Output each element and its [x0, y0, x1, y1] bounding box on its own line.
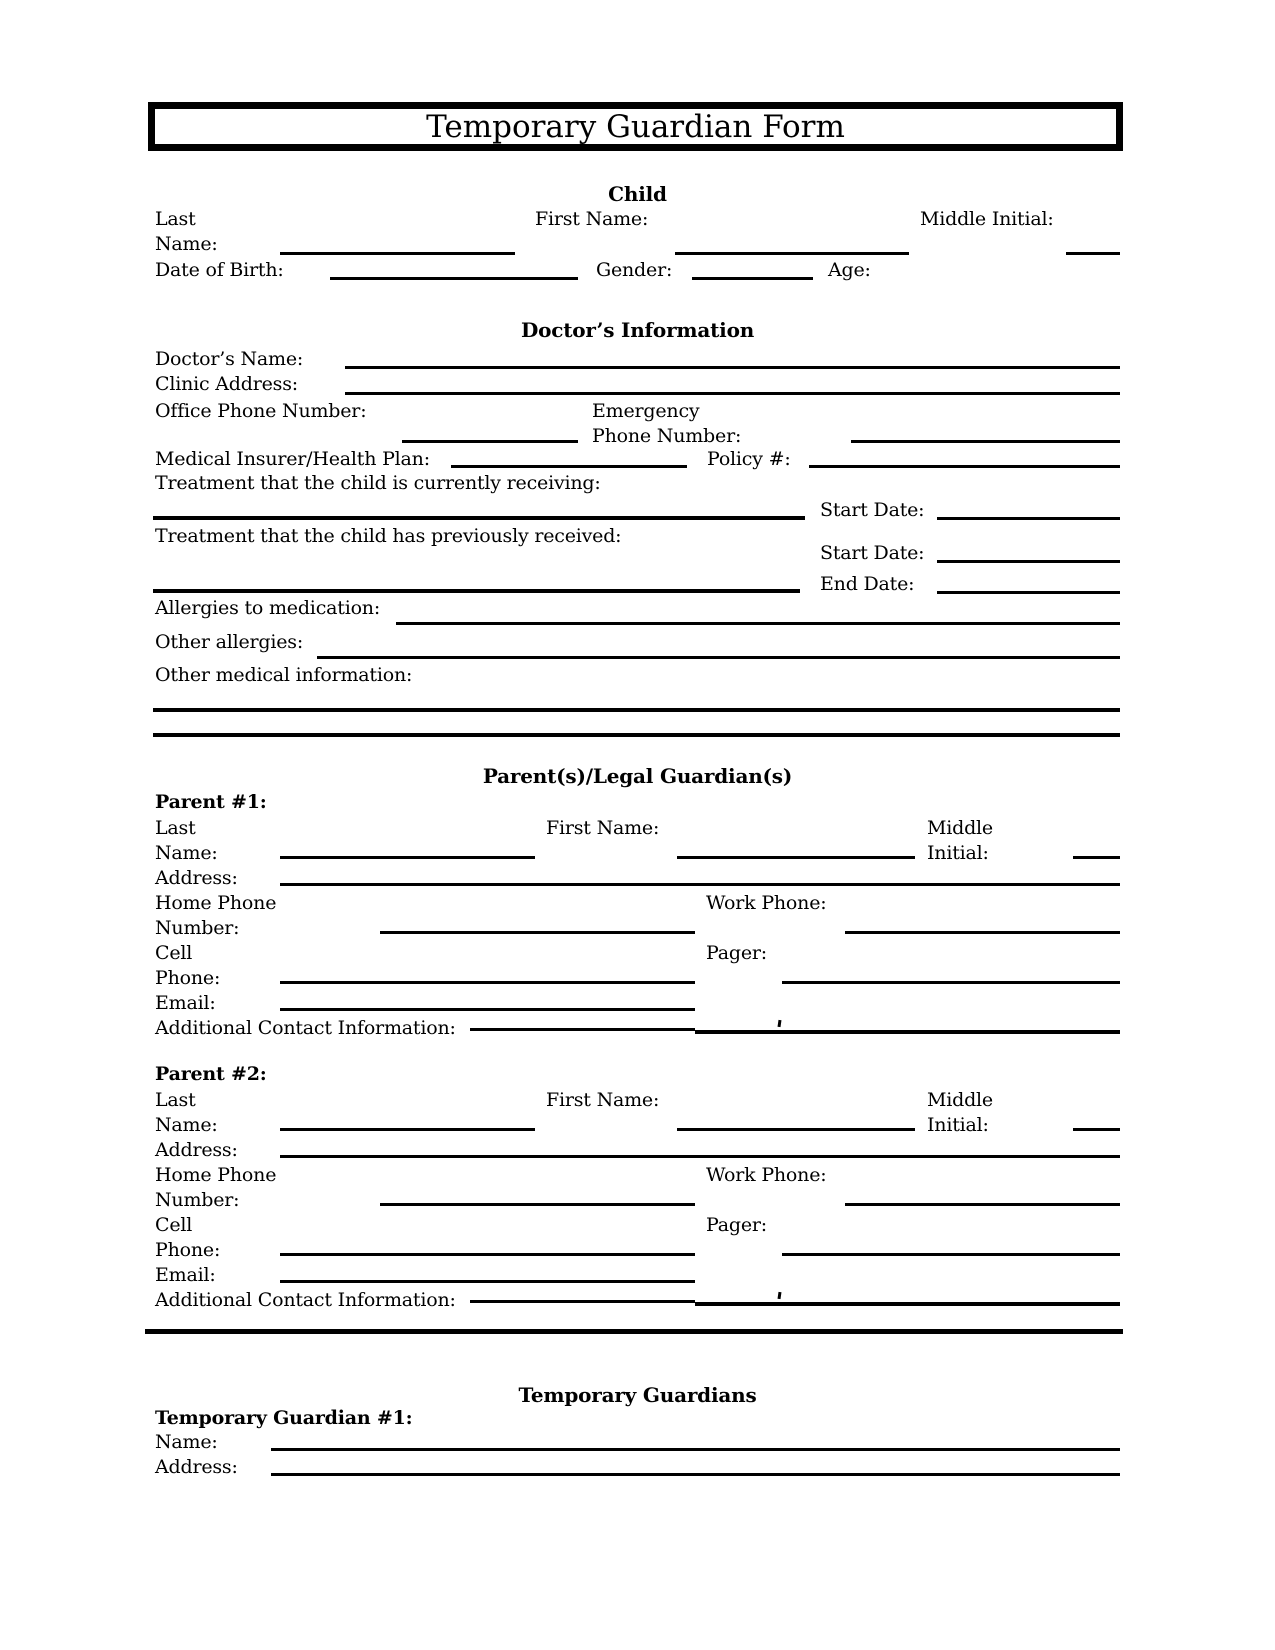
treatment-previous-end-date-line: [937, 591, 1120, 594]
treatment-previous-start-date-line: [937, 560, 1120, 563]
parent2-middle-initial-line: [1073, 1128, 1120, 1131]
parent1-cell-phone-line: [280, 981, 695, 984]
clinic-address-line: [345, 392, 1120, 395]
policy-line: [809, 465, 1120, 468]
clinic-address-label: Clinic Address:: [155, 373, 298, 395]
parent1-address-line: [280, 883, 1120, 886]
parent1-work-phone-line: [845, 931, 1120, 934]
parent1-pager-label: Pager:: [706, 942, 767, 964]
parent2-first-name-label: First Name:: [546, 1089, 660, 1111]
parent1-middle-initial-line: [1073, 856, 1120, 859]
allergies-medication-line: [396, 622, 1120, 625]
policy-label: Policy #:: [707, 448, 791, 470]
parent1-first-name-label: First Name:: [546, 817, 660, 839]
parent1-work-phone-label: Work Phone:: [706, 892, 827, 914]
treatment-previous-line: [153, 589, 800, 593]
child-first-name-label: First Name:: [535, 208, 649, 230]
child-section-heading: Child: [608, 182, 667, 206]
parent2-last-name-label: Last Name:: [155, 1089, 218, 1136]
parent2-work-phone-line: [845, 1203, 1120, 1206]
parent2-additional-contact-label: Additional Contact Information:: [155, 1289, 456, 1311]
doctor-name-line: [345, 366, 1120, 369]
guardian1-name-label: Name:: [155, 1431, 218, 1453]
treatment-previous-label: Treatment that the child has previously received:: [155, 525, 622, 547]
parent2-address-line: [280, 1155, 1120, 1158]
other-medical-line-2: [153, 733, 1120, 737]
other-medical-line-1: [153, 708, 1120, 712]
child-age-label: Age:: [828, 259, 871, 281]
other-allergies-label: Other allergies:: [155, 631, 304, 653]
guardian1-name-line: [271, 1448, 1120, 1451]
child-middle-initial-line: [1066, 252, 1120, 255]
parent1-cell-phone-label: Cell Phone:: [155, 942, 221, 989]
treatment-current-line: [153, 516, 805, 520]
office-phone-line: [402, 440, 578, 443]
parent2-middle-initial-label: Middle Initial:: [927, 1089, 993, 1136]
parent2-email-line: [280, 1280, 695, 1283]
parent1-home-phone-line: [380, 931, 695, 934]
treatment-previous-start-date-label: Start Date:: [820, 542, 925, 564]
guardian1-heading: Temporary Guardian #1:: [155, 1407, 413, 1429]
child-gender-line: [692, 277, 813, 280]
parent2-pager-label: Pager:: [706, 1214, 767, 1236]
other-medical-label: Other medical information:: [155, 664, 413, 686]
parent1-email-line: [280, 1008, 695, 1011]
parent2-email-label: Email:: [155, 1264, 216, 1286]
parent2-heading: Parent #2:: [155, 1063, 267, 1085]
form-title: Temporary Guardian Form: [426, 108, 845, 145]
guardians-section-heading: Temporary Guardians: [518, 1383, 757, 1407]
parent1-home-phone-label: Home Phone Number:: [155, 892, 277, 939]
section-divider-line: [145, 1329, 1123, 1334]
treatment-current-start-date-line: [937, 517, 1120, 520]
parent2-pager-line: [782, 1253, 1120, 1256]
child-last-name-line: [280, 252, 515, 255]
parent2-home-phone-label: Home Phone Number:: [155, 1164, 277, 1211]
parent2-first-name-line: [677, 1128, 915, 1131]
stray-mark: [778, 1292, 782, 1299]
guardian1-address-label: Address:: [155, 1456, 238, 1478]
child-gender-label: Gender:: [596, 259, 673, 281]
child-dob-line: [330, 277, 578, 280]
child-last-name-label: Last Name:: [155, 208, 218, 255]
parent1-heading: Parent #1:: [155, 791, 267, 813]
parent1-additional-contact-label: Additional Contact Information:: [155, 1017, 456, 1039]
other-allergies-line: [317, 656, 1120, 659]
parent2-additional-contact-line-b: [695, 1302, 1120, 1306]
parent1-additional-contact-line-b: [695, 1030, 1120, 1034]
medical-insurer-label: Medical Insurer/Health Plan:: [155, 448, 430, 470]
emergency-phone-label: Emergency Phone Number:: [592, 400, 742, 447]
child-first-name-line: [675, 252, 909, 255]
parent2-cell-phone-line: [280, 1253, 695, 1256]
stray-mark: [778, 1020, 782, 1027]
parent1-middle-initial-label: Middle Initial:: [927, 817, 993, 864]
parent1-additional-contact-line-a: [470, 1028, 695, 1031]
parent2-address-label: Address:: [155, 1139, 238, 1161]
treatment-previous-end-date-label: End Date:: [820, 573, 915, 595]
parent1-pager-line: [782, 981, 1120, 984]
parent2-work-phone-label: Work Phone:: [706, 1164, 827, 1186]
child-middle-initial-label: Middle Initial:: [920, 208, 1054, 230]
parent2-last-name-line: [280, 1128, 535, 1131]
emergency-phone-line: [851, 440, 1120, 443]
child-dob-label: Date of Birth:: [155, 259, 284, 281]
office-phone-label: Office Phone Number:: [155, 400, 367, 422]
guardian1-address-line: [271, 1473, 1120, 1476]
parent1-address-label: Address:: [155, 867, 238, 889]
parent1-last-name-line: [280, 856, 535, 859]
parent1-first-name-line: [677, 856, 915, 859]
treatment-current-label: Treatment that the child is currently receiving:: [155, 472, 601, 494]
form-title-box: [148, 102, 1123, 151]
parent2-cell-phone-label: Cell Phone:: [155, 1214, 221, 1261]
treatment-current-start-date-label: Start Date:: [820, 499, 925, 521]
medical-insurer-line: [451, 465, 687, 468]
parent1-last-name-label: Last Name:: [155, 817, 218, 864]
doctor-name-label: Doctor’s Name:: [155, 348, 304, 370]
parent2-home-phone-line: [380, 1203, 695, 1206]
allergies-medication-label: Allergies to medication:: [155, 597, 381, 619]
parents-section-heading: Parent(s)/Legal Guardian(s): [482, 764, 793, 788]
parent2-additional-contact-line-a: [470, 1300, 695, 1303]
parent1-email-label: Email:: [155, 992, 216, 1014]
doctor-section-heading: Doctor’s Information: [520, 318, 755, 342]
